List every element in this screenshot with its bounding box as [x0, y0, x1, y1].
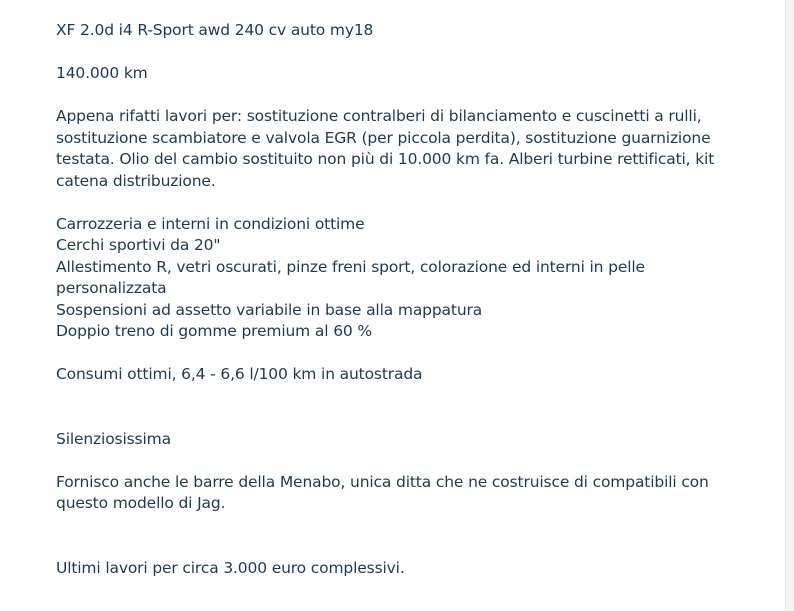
listing-title: XF 2.0d i4 R-Sport awd 240 cv auto my18: [56, 21, 374, 39]
listing-description-text: [56, 20, 746, 579]
final-note-text: Ultimi lavori per circa 3.000 euro complessivi.: [56, 558, 405, 577]
feature-line-1: Carrozzeria e interni in condizioni ottime: [56, 214, 365, 233]
work-line-4: catena distribuzione.: [56, 171, 216, 190]
listing-mileage: 140.000 km: [56, 64, 148, 82]
bars-line-1: Fornisco anche le barre della Menabo, unica ditta che ne costruisce di compatibili con: [56, 472, 709, 491]
feature-line-2: Cerchi sportivi da 20": [56, 236, 221, 254]
scroll-edge: [785, 0, 794, 611]
work-line-2: sostituzione scambiatore e valvola EGR (per piccola perdita), sostituzione guarnizione: [56, 128, 711, 147]
bars-line-2: questo modello di Jag.: [56, 494, 226, 512]
feature-line-4: personalizzata: [56, 279, 167, 297]
feature-line-3: Allestimento R, vetri oscurati, pinze freni sport, colorazione ed interni in pelle: [56, 257, 645, 276]
work-line-1: Appena rifatti lavori per: sostituzione contralberi di bilanciamento e cuscinetti a rulli,: [56, 107, 702, 125]
quietness-text: Silenziosissima: [56, 429, 171, 448]
work-line-3: testata. Olio del cambio sostituito non più di 10.000 km fa. Alberi turbine rettificati, kit: [56, 150, 715, 168]
consumption-text: Consumi ottimi, 6,4 - 6,6 l/100 km in autostrada: [56, 365, 423, 383]
feature-line-6: Doppio treno di gomme premium al 60 %: [56, 322, 372, 340]
feature-line-5: Sospensioni ad assetto variabile in base alla mappatura: [56, 300, 483, 319]
